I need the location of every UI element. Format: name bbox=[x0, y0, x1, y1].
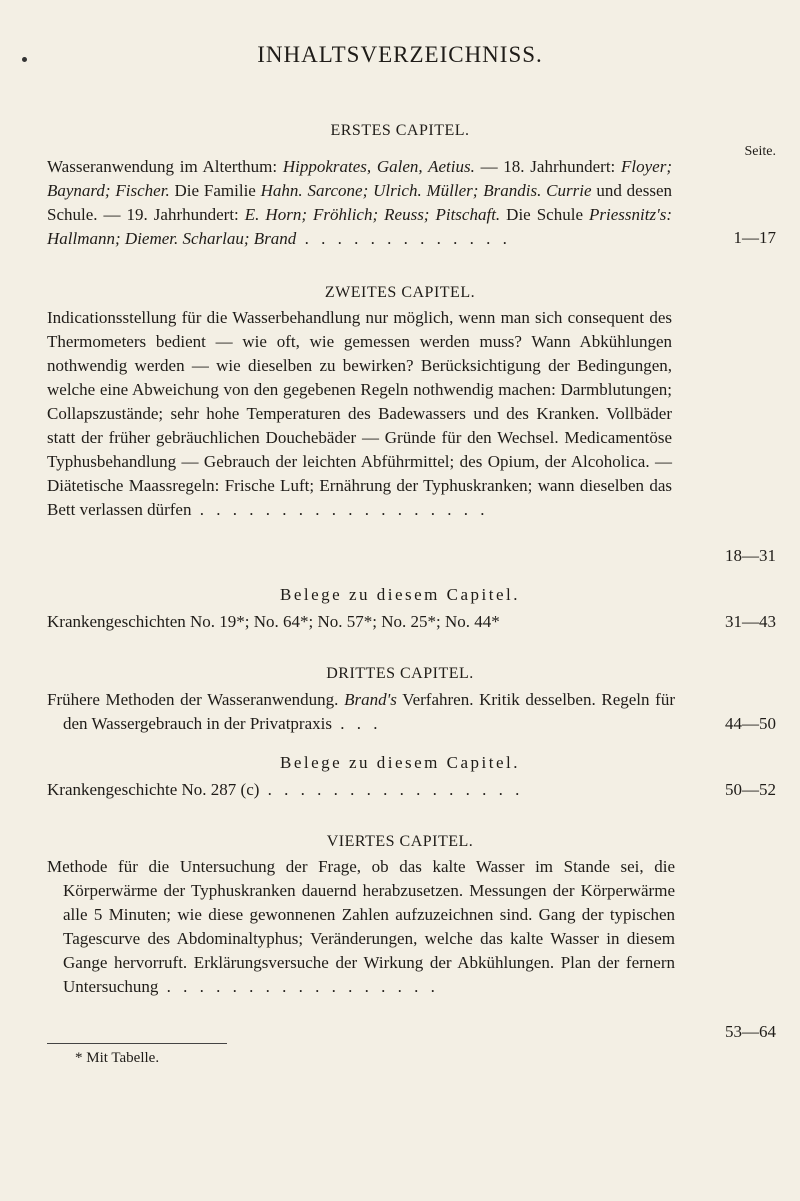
chapter-2-belege-pages: 31—43 bbox=[725, 612, 776, 631]
chapter-2-belege-heading: Belege zu diesem Capitel. bbox=[280, 585, 520, 604]
chapter-4-summary: Methode für die Untersuchung der Frage, ob das kalte Wasser im Stande sei, die Körperwärme der Typhuskranken dauernd herabzusetzen. Messungen der Körperwärme alle 5 Minuten; wie diese gewonnenen Zahlen aufzuzeichnen sind. Gang der typischen Tagescurve des Abdominaltyphus; Veränderungen, welche das kalte Wasser in diesem Gange hervorruft. Erklärungsversuche der Wirkung der Abkühlungen. Plan der fernern Untersuchung . . . . . . . . . . . . . . . . . bbox=[47, 857, 675, 996]
chapter-4-heading: VIERTES CAPITEL. bbox=[326, 833, 474, 850]
chapter-3-pages: 44—50 bbox=[725, 714, 776, 733]
footnote-rule bbox=[47, 1043, 227, 1044]
chapter-2-belege-list: Krankengeschichten No. 19*; No. 64*; No. 57*; No. 25*; No. 44* bbox=[47, 612, 500, 631]
chapter-1-heading: ERSTES CAPITEL. bbox=[330, 122, 470, 139]
chapter-1-summary: Wasseranwendung im Alterthum: Hippokrates, Galen, Aetius. — 18. Jahrhundert: Floyer; Baynard; Fischer. Die Familie Hahn. Sarcone; Ulrich. Müller; Brandis. Currie und dessen Schule. — 19. Jahrhundert: E. Horn; Fröhlich; Reuss; Pitschaft. Die Schule Priessnitz's: Hallmann; Diemer. Scharlau; Brand . . . . . . . . . . . . . bbox=[47, 157, 672, 248]
chapter-3-belege-pages: 50—52 bbox=[725, 780, 776, 799]
seite-label: Seite. bbox=[744, 144, 776, 159]
chapter-2-summary: Indicationsstellung für die Wasserbehandlung nur möglich, wenn man sich consequent des Thermometers bedient — wie oft, wie gemessen werden muss? Wann Abkühlungen nothwendig werden — wie dieselben zu bewirken? Berücksichtigung der Bedingungen, welche eine Abweichung von den gegebenen Regeln nothwendig machen: Darmblutungen; Collapszustände; sehr hohe Temperaturen des Badewassers und des Kranken. Vollbäder statt der früher gebräuchlichen Douchebäder — Gründe für den Wechsel. Medicamentöse Typhusbehandlung — Gebrauch der leichten Abführmittel; des Opium, der Alcoholica. — Diätetische Maassregeln: Frische Luft; Ernährung der Typhuskranken; wann dieselben das Bett verlassen dürfen . . . . . . . . . . . . . . . . . . bbox=[47, 308, 672, 519]
chapter-3-belege-list: Krankengeschichte No. 287 (c) . . . . . . . . . . . . . . . . bbox=[47, 780, 524, 799]
chapter-4-pages: 53—64 bbox=[725, 1022, 776, 1041]
chapter-3-summary: Frühere Methoden der Wasseranwendung. Brand's Verfahren. Kritik desselben. Regeln für den Wassergebrauch in der Privatpraxis . . . bbox=[47, 690, 675, 733]
chapter-3-belege-heading: Belege zu diesem Capitel. bbox=[280, 753, 520, 772]
footnote: * Mit Tabelle. bbox=[75, 1050, 160, 1066]
chapter-3-heading: DRITTES CAPITEL. bbox=[326, 665, 474, 682]
chapter-1-pages: 1—17 bbox=[733, 228, 776, 247]
chapter-2-heading: ZWEITES CAPITEL. bbox=[324, 284, 476, 301]
chapter-2-pages: 18—31 bbox=[725, 546, 776, 565]
page-title: INHALTSVERZEICHNISS. bbox=[257, 42, 543, 67]
